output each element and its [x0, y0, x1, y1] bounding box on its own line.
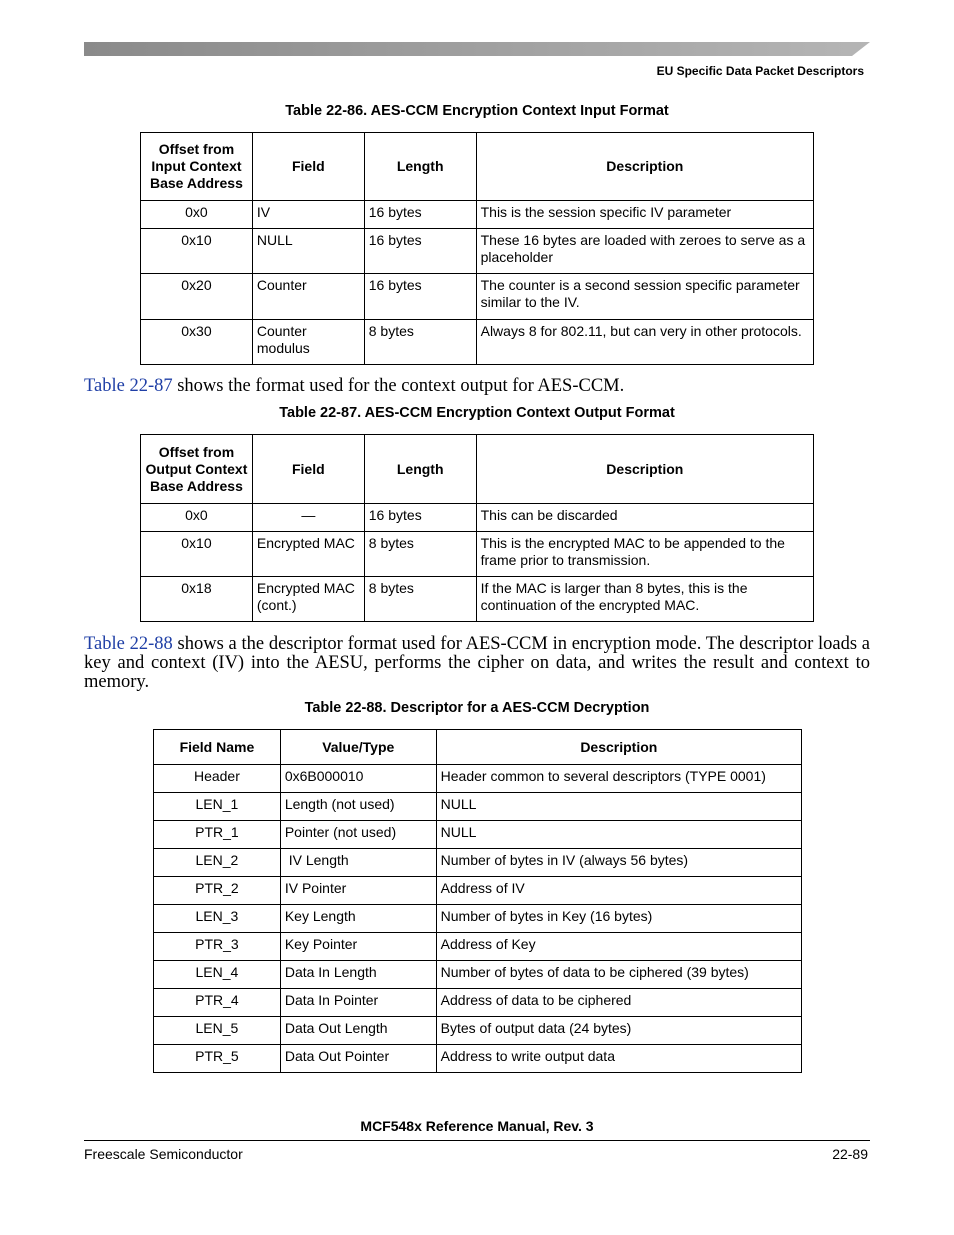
footer-company: Freescale Semiconductor	[84, 1146, 243, 1162]
table88-header-description: Description	[436, 730, 801, 765]
table-row	[141, 577, 814, 622]
table-cell: LEN_4	[154, 961, 281, 989]
table-cell: Data Out Pointer	[280, 1045, 436, 1073]
table-cell: LEN_2	[154, 849, 281, 877]
header-bar	[84, 42, 870, 56]
table-cell: 8 bytes	[364, 532, 476, 577]
table-cell: LEN_1	[154, 793, 281, 821]
table-cell: 0x10	[141, 532, 253, 577]
table-cell: Header	[154, 765, 281, 793]
table87-header-description: Description	[476, 435, 813, 504]
table-cell: Address of data to be ciphered	[436, 989, 801, 1017]
table88-link[interactable]: Table 22-88	[84, 634, 173, 654]
table87-header-row	[141, 435, 814, 504]
table86-header-length: Length	[364, 133, 476, 201]
table-cell: These 16 bytes are loaded with zeroes to serve as a placeholder	[476, 229, 813, 274]
table-cell: Always 8 for 802.11, but can very in other protocols.	[476, 320, 813, 365]
table86-header-description: Description	[476, 133, 813, 201]
table-cell: LEN_5	[154, 1017, 281, 1045]
table-row	[141, 532, 814, 577]
table-row	[154, 905, 802, 933]
table-row	[141, 274, 814, 320]
table87-header-length: Length	[364, 435, 476, 504]
table-cell: PTR_5	[154, 1045, 281, 1073]
table-cell: This can be discarded	[476, 504, 813, 532]
table-row	[154, 765, 802, 793]
table88-header-field-name: Field Name	[154, 730, 281, 765]
table-cell: 0x18	[141, 577, 253, 622]
table-cell: Counter modulus	[252, 320, 364, 365]
table-row	[154, 1045, 802, 1073]
table-cell: 0x0	[141, 201, 253, 229]
table-cell: Length (not used)	[280, 793, 436, 821]
table-cell: Header common to several descriptors (TYPE 0001)	[436, 765, 801, 793]
table86-header-offset: Offset from Input Context Base Address	[141, 133, 253, 201]
table-cell: The counter is a second session specific parameter similar to the IV.	[476, 274, 813, 320]
table-cell: If the MAC is larger than 8 bytes, this is the continuation of the encrypted MAC.	[476, 577, 813, 622]
table-row	[141, 229, 814, 274]
table-cell: Address to write output data	[436, 1045, 801, 1073]
table-row	[154, 849, 802, 877]
table-cell: NULL	[436, 821, 801, 849]
table-cell: 0x0	[141, 504, 253, 532]
table-row	[154, 821, 802, 849]
table87-header-offset: Offset from Output Context Base Address	[141, 435, 253, 504]
table-cell: This is the encrypted MAC to be appended to the frame prior to transmission.	[476, 532, 813, 577]
table87-link[interactable]: Table 22-87	[84, 376, 173, 396]
table-cell: IV Pointer	[280, 877, 436, 905]
table88-header-row	[154, 730, 802, 765]
table-cell: Data In Length	[280, 961, 436, 989]
table88-header-value-type: Value/Type	[280, 730, 436, 765]
table-cell: Data In Pointer	[280, 989, 436, 1017]
table-cell: Number of bytes in Key (16 bytes)	[436, 905, 801, 933]
table-row	[141, 320, 814, 365]
table87-header-field: Field	[252, 435, 364, 504]
table86	[140, 132, 814, 365]
table-cell: Address of Key	[436, 933, 801, 961]
table-cell: Number of bytes of data to be ciphered (39 bytes)	[436, 961, 801, 989]
table-cell: 8 bytes	[364, 577, 476, 622]
table-cell: NULL	[252, 229, 364, 274]
table-cell: Key Pointer	[280, 933, 436, 961]
table88-caption: Table 22-88. Descriptor for a AES-CCM Decryption	[304, 700, 650, 716]
table-cell: 0x10	[141, 229, 253, 274]
table-cell: PTR_3	[154, 933, 281, 961]
table-row	[154, 1017, 802, 1045]
table86-caption: Table 22-86. AES-CCM Encryption Context Input Format	[285, 103, 669, 119]
table-cell: —	[252, 504, 364, 532]
table-cell: NULL	[436, 793, 801, 821]
table-cell: Bytes of output data (24 bytes)	[436, 1017, 801, 1045]
table-cell: Address of IV	[436, 877, 801, 905]
table-cell: 16 bytes	[364, 201, 476, 229]
table-cell: PTR_2	[154, 877, 281, 905]
table-row	[154, 877, 802, 905]
table-row	[141, 201, 814, 229]
table-row	[154, 793, 802, 821]
table-cell: LEN_3	[154, 905, 281, 933]
table-cell: PTR_4	[154, 989, 281, 1017]
table-cell: IV Length	[280, 849, 436, 877]
table-row	[154, 989, 802, 1017]
paragraph-table87-intro	[84, 377, 870, 396]
table86-header-row	[141, 133, 814, 201]
table-cell: 16 bytes	[364, 504, 476, 532]
paragraph-text: shows the format used for the context output for AES-CCM.	[172, 376, 625, 396]
table-cell: 0x20	[141, 274, 253, 320]
table-cell: 0x30	[141, 320, 253, 365]
table-cell: 16 bytes	[364, 229, 476, 274]
table-cell: Pointer (not used)	[280, 821, 436, 849]
table-cell: Encrypted MAC (cont.)	[252, 577, 364, 622]
table-cell: 8 bytes	[364, 320, 476, 365]
table-cell: This is the session specific IV parameter	[476, 201, 813, 229]
table-cell: Key Length	[280, 905, 436, 933]
footer-divider	[84, 1140, 870, 1141]
table-cell: Counter	[252, 274, 364, 320]
footer-page-number: 22-89	[832, 1146, 868, 1162]
paragraph-table88-intro	[84, 635, 870, 692]
table86-header-field: Field	[252, 133, 364, 201]
table-cell: Encrypted MAC	[252, 532, 364, 577]
table-row	[154, 961, 802, 989]
footer-manual-title: MCF548x Reference Manual, Rev. 3	[360, 1118, 594, 1134]
table-cell: Number of bytes in IV (always 56 bytes)	[436, 849, 801, 877]
table87	[140, 434, 814, 622]
table-cell: Data Out Length	[280, 1017, 436, 1045]
table88	[153, 729, 802, 1073]
table-cell: PTR_1	[154, 821, 281, 849]
table-cell: IV	[252, 201, 364, 229]
section-title: EU Specific Data Packet Descriptors	[656, 64, 864, 78]
table-row	[154, 933, 802, 961]
table-row	[141, 504, 814, 532]
table87-caption: Table 22-87. AES-CCM Encryption Context Output Format	[279, 405, 675, 421]
table-cell: 0x6B000010	[280, 765, 436, 793]
paragraph-text: shows a the descriptor format used for AES-CCM in encryption mode. The descriptor loads a key and context (IV) into the AESU, performs the cipher on data, and writes the result and context to memory.	[84, 634, 871, 692]
table-cell: 16 bytes	[364, 274, 476, 320]
